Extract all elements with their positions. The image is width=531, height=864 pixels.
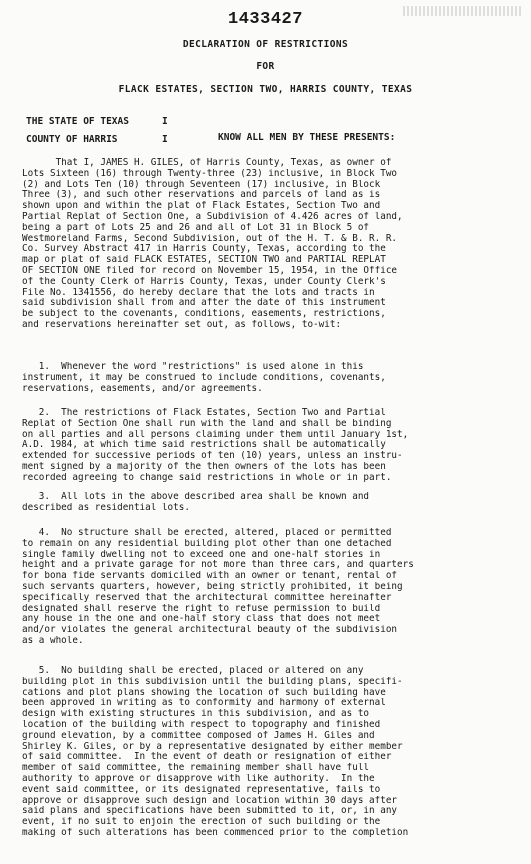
paragraph-line: on all parties and all persons claiming under them until January 1st, bbox=[22, 429, 409, 440]
venue-bracket-top: I bbox=[162, 116, 168, 127]
paragraph-line: OF SECTION ONE filed for record on November 15, 1954, in the Office bbox=[22, 265, 398, 276]
paragraph-line: being a part of Lots 25 and 26 and all of Lot 31 in Block 5 of bbox=[22, 222, 370, 233]
paragraph-line: approve or disapprove such design and location within 30 days after bbox=[22, 795, 398, 806]
paragraph-line: ment signed by a majority of the then owners of the lots has been bbox=[22, 461, 386, 472]
paragraph-line: described as residential lots. bbox=[22, 502, 190, 513]
paragraph-line: 4. No structure shall be erected, altered, placed or permitted bbox=[22, 528, 392, 538]
paragraph-line: 3. All lots in the above described area shall be known and bbox=[22, 492, 370, 502]
paragraph-line: Three (3), and such other reservations and parcels of land as is bbox=[22, 190, 381, 201]
know-all-men: KNOW ALL MEN BY THESE PRESENTS: bbox=[218, 132, 396, 143]
paragraph-line: such servants quarters, however, being strictly prohibited, it being bbox=[22, 581, 403, 592]
venue-county: COUNTY OF HARRIS bbox=[26, 134, 118, 145]
paragraph-line: map or plat of said FLACK ESTATES, SECTION TWO and PARTIAL REPLAT bbox=[22, 255, 386, 266]
paragraph-line: 2. The restrictions of Flack Estates, Section Two and Partial bbox=[22, 408, 386, 418]
paragraph-line: Co. Survey Abstract 417 in Harris County, Texas, according to the bbox=[22, 244, 386, 255]
paragraph-line: 1. Whenever the word "restrictions" is used alone in this bbox=[22, 362, 364, 372]
paragraph-line: any house in the one and one-half story class that does not meet bbox=[22, 614, 381, 625]
paragraph-line: be subject to the covenants, conditions, easements, restrictions, bbox=[22, 309, 386, 320]
venue-state: THE STATE OF TEXAS bbox=[26, 116, 129, 127]
paragraph-3 bbox=[22, 492, 506, 514]
paragraph-line: reservations, easements, and/or agreements. bbox=[22, 383, 263, 394]
paragraph-line: to remain on any residential building plot other than one detached bbox=[22, 538, 392, 549]
paragraph-line: making of such alterations has been commenced prior to the completion bbox=[22, 827, 409, 838]
paragraph-line: (2) and Lots Ten (10) through Seventeen (17) inclusive, in Block bbox=[22, 179, 381, 190]
paragraph-line: A.D. 1984, at which time said restrictions shall be automatically bbox=[22, 440, 386, 451]
paragraph-line: member of said committee, the remaining member shall have full bbox=[22, 763, 370, 774]
paragraph-line: Shirley K. Giles, or by a representative designated by either member bbox=[22, 741, 403, 752]
paragraph-line: Westmoreland Farms, Second Subdivision, out of the H. T. & B. R. R. bbox=[22, 233, 398, 244]
paragraph-line: instrument, it may be construed to include conditions, covenants, bbox=[22, 372, 386, 383]
paragraph-line: been approved in writing as to conformity and harmony of external bbox=[22, 698, 386, 709]
paragraph-line: height and a private garage for not more than three cars, and quarters bbox=[22, 560, 414, 571]
paragraph-line: of the County Clerk of Harris County, Texas, under County Clerk's bbox=[22, 276, 386, 287]
paragraph-line: recorded agreeing to change said restrictions in whole or in part. bbox=[22, 472, 392, 483]
paragraph-line: extended for successive periods of ten (10) years, unless an instru- bbox=[22, 451, 403, 462]
paragraph-line: File No. 1341556, do hereby declare that the lots and tracts in bbox=[22, 287, 375, 298]
paragraph-line: building plot in this subdivision until the building plans, specifi- bbox=[22, 676, 403, 687]
paragraph-line: location of the building with respect to topography and finished bbox=[22, 719, 381, 730]
paragraph-line: said subdivision shall from and after the date of this instrument bbox=[22, 298, 386, 309]
paragraph-line: as a whole. bbox=[22, 635, 84, 646]
paragraph-line: design with existing structures in this subdivision, and as to bbox=[22, 709, 370, 720]
venue-bracket-bottom: I bbox=[162, 134, 168, 145]
paragraph-line: said plans and specifications have been submitted to it, or, in any bbox=[22, 806, 398, 817]
paragraph-line: for bona fide servants domiciled with an owner or tenant, rental of bbox=[22, 571, 398, 582]
paragraph-line: 5. No building shall be erected, placed or altered on any bbox=[22, 666, 364, 676]
paragraph-line: authority to approve or disapprove with like authority. In the bbox=[22, 773, 375, 784]
paragraph-line: single family dwelling not to exceed one and one-half stories in bbox=[22, 549, 381, 560]
paragraph-line: shown upon and within the plat of Flack Estates, Section Two and bbox=[22, 201, 381, 212]
paragraph-line: ground elevation, by a committee composed of James H. Giles and bbox=[22, 730, 375, 741]
paragraph-line: of said committee. In the event of death or resignation of either bbox=[22, 752, 392, 763]
paragraph-line: designated shall reserve the right to refuse permission to build bbox=[22, 603, 381, 614]
paragraph-line: event said committee, or its designated representative, fails to bbox=[22, 784, 381, 795]
paragraph-preamble bbox=[22, 158, 506, 331]
paragraph-line: Partial Replat of Section One, a Subdivision of 4.426 acres of land, bbox=[22, 211, 403, 222]
paragraph-line: and reservations hereinafter set out, as follows, to-wit: bbox=[22, 319, 342, 330]
paragraph-5 bbox=[22, 666, 506, 839]
title-declaration: DECLARATION OF RESTRICTIONS bbox=[182, 39, 349, 50]
paragraph-line: and/or violates the general architectural beauty of the subdivision bbox=[22, 625, 398, 636]
paragraph-line: That I, JAMES H. GILES, of Harris County, Texas, as owner of bbox=[22, 158, 392, 168]
paragraph-line: specifically reserved that the architectural committee hereinafter bbox=[22, 592, 392, 603]
paragraph-line: Replat of Section One shall run with the land and shall be binding bbox=[22, 418, 392, 429]
paragraph-line: event, if no suit to enjoin the erection of such building or the bbox=[22, 817, 381, 828]
paragraph-line: cations and plot plans showing the location of such building have bbox=[22, 687, 386, 698]
paragraph-4 bbox=[22, 528, 506, 647]
title-subdivision: FLACK ESTATES, SECTION TWO, HARRIS COUNTY, TEXAS bbox=[118, 84, 413, 95]
document-number: 1433427 bbox=[228, 10, 303, 29]
title-for: FOR bbox=[256, 61, 275, 72]
paragraph-2 bbox=[22, 408, 506, 484]
paragraph-1 bbox=[22, 362, 506, 394]
paragraph-line: Lots Sixteen (16) through Twenty-three (23) inclusive, in Block Two bbox=[22, 168, 398, 179]
